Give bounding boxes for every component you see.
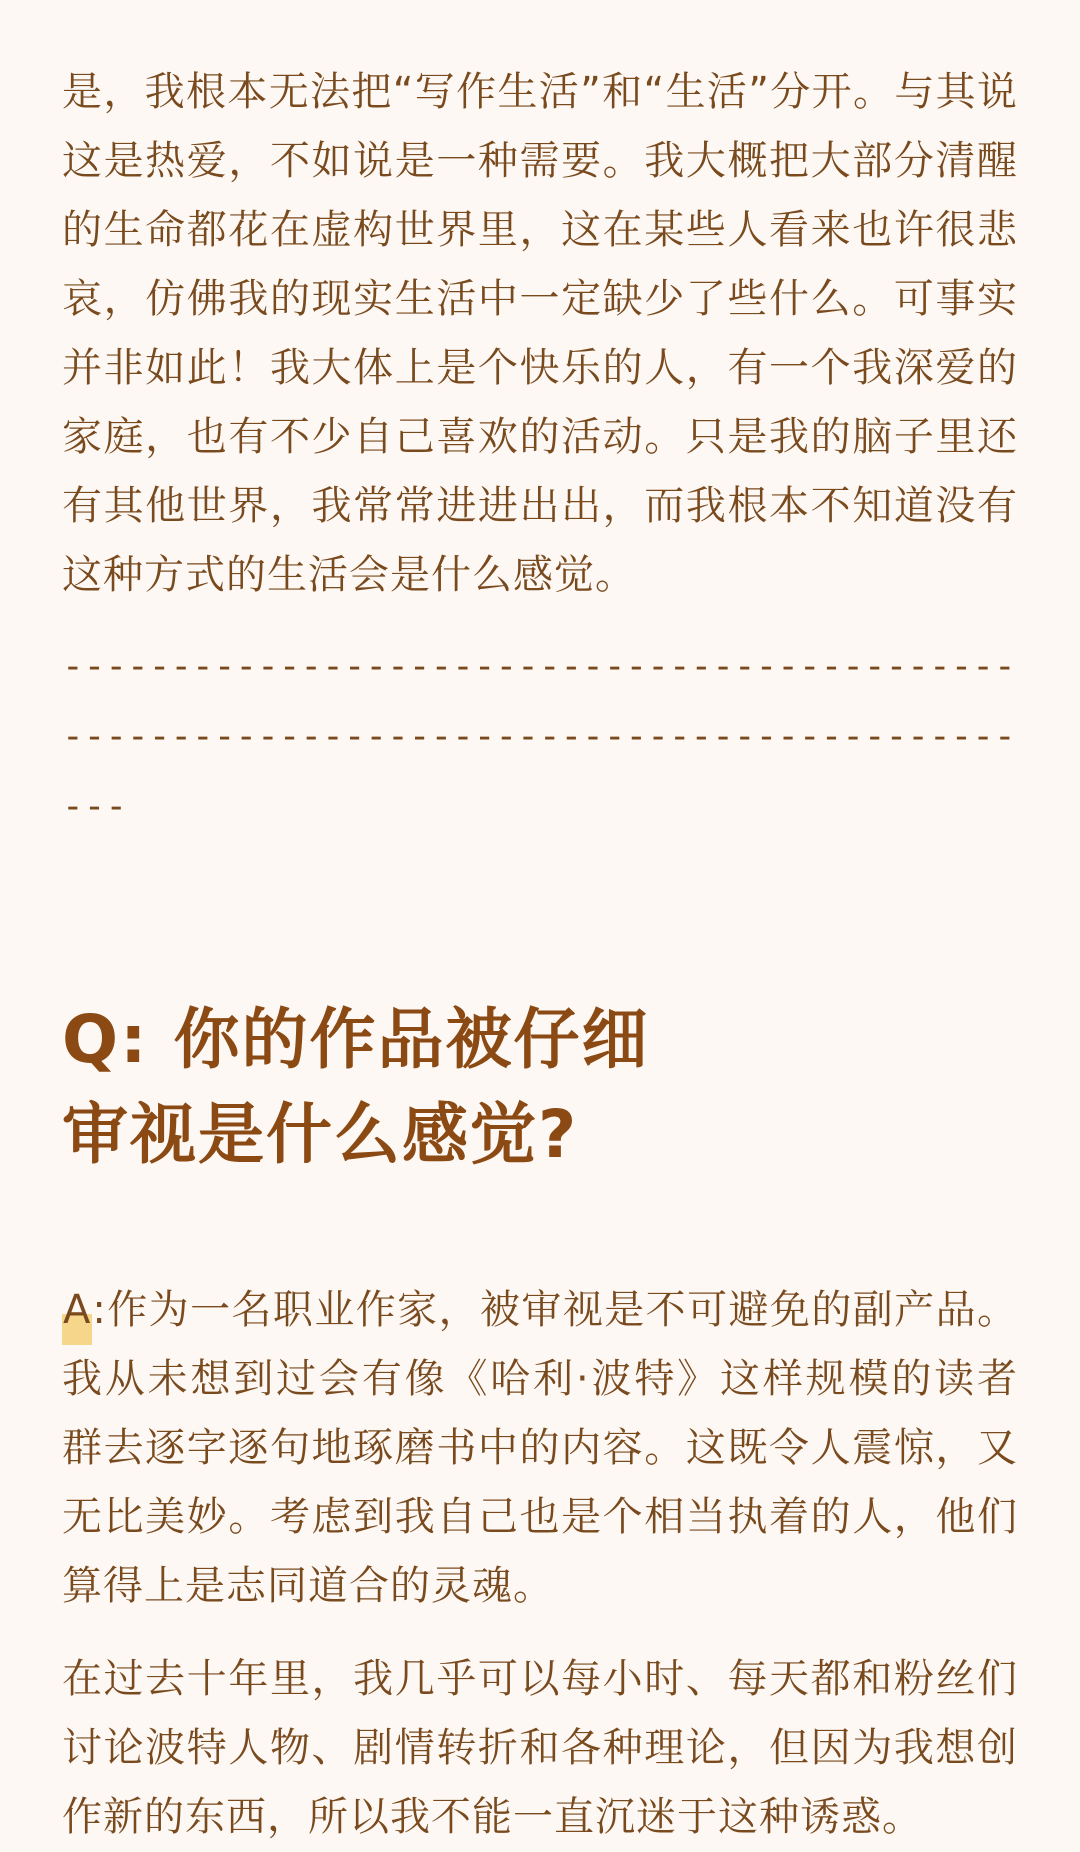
answer-paragraph bbox=[62, 1276, 1018, 1621]
question-heading-line: Q: 你的作品被仔细 bbox=[62, 1001, 650, 1078]
question-heading bbox=[62, 992, 1018, 1182]
article-paragraph: 是，我根本无法把“写作生活”和“生活”分开。与其说这是热爱，不如说是一种需要。我大概把大部分清醒的生命都花在虚构世界里，这在某些人看来也许很悲哀，仿佛我的现实生活中一定缺少了些什么。可事实并非如此！我大体上是个快乐的人，有一个我深爱的家庭，也有不少自己喜欢的活动。只是我的脑子里还有其他世界，我常常进进出出，而我根本不知道没有这种方式的生活会是什么感觉。 bbox=[62, 69, 1018, 598]
answer-marker: A bbox=[62, 1276, 92, 1345]
dashed-divider: ------------------------------------------------------------------------------------------- bbox=[62, 646, 1016, 827]
question-heading-line: 审视是什么感觉? bbox=[62, 1096, 579, 1173]
answer-text: :作为一名职业作家，被审视是不可避免的副产品。我从未想到过会有像《哈利·波特》这样规模的读者群去逐字逐句地琢磨书中的内容。这既令人震惊，又无比美妙。考虑到我自己也是个相当执着的人，他们算得上是志同道合的灵魂。 bbox=[62, 1287, 1018, 1609]
article-paragraph: 在过去十年里，我几乎可以每小时、每天都和粉丝们讨论波特人物、剧情转折和各种理论，但因为我想创作新的东西，所以我不能一直沉迷于这种诱惑。 bbox=[62, 1656, 1018, 1840]
